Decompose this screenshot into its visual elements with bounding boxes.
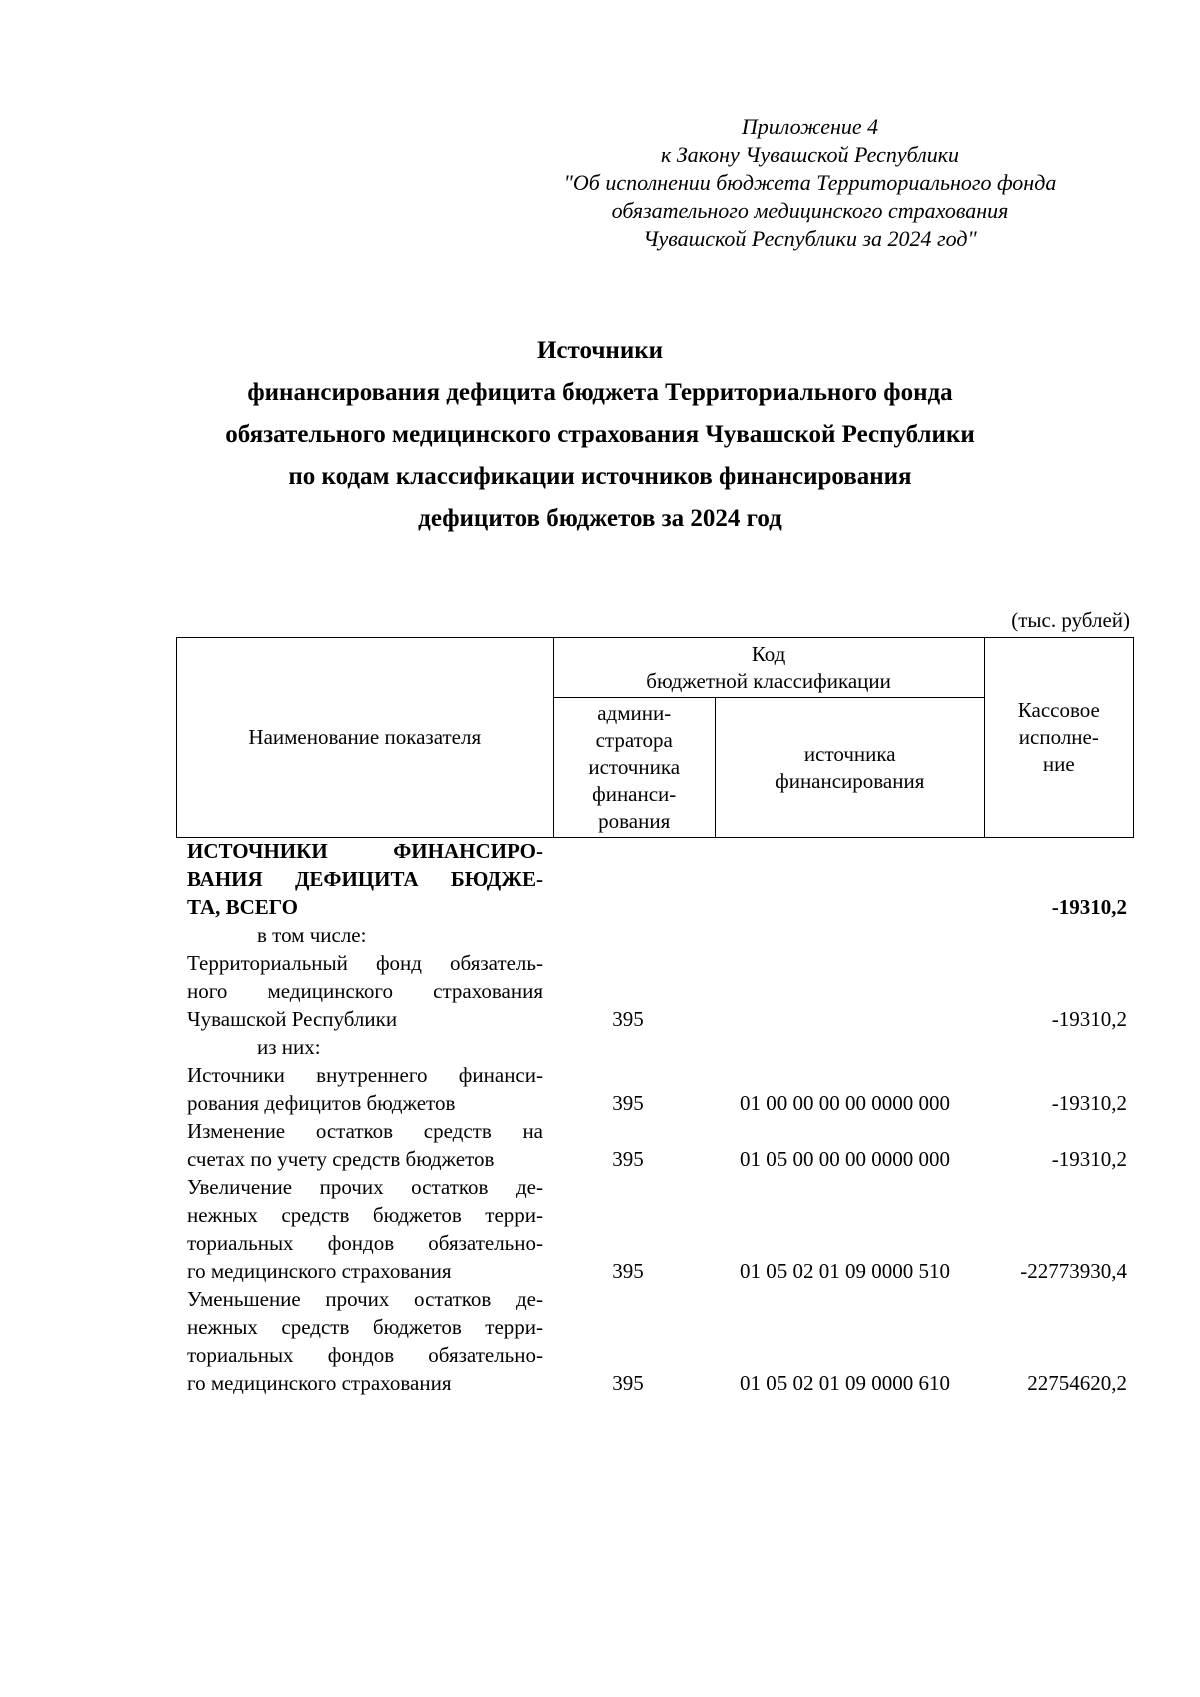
table-row [187,837,1127,921]
subheading-text: в том числе: [257,923,367,947]
row-name [187,1061,543,1117]
appendix-line: Чувашской Республики за 2024 год" [643,226,977,251]
row-source-code: 01 00 00 00 00 0000 000 [740,1091,950,1115]
row-name-line: ИСТОЧНИКИ ФИНАНСИРО- [187,839,543,863]
table-row [187,1117,1127,1173]
row-amount: 22754620,2 [1027,1371,1127,1395]
row-admin-code: 395 [612,1259,644,1283]
appendix-line: "Об исполнении бюджета Территориального фонда [563,170,1057,195]
appendix-line: к Закону Чувашской Республики [660,142,959,167]
row-name-line: го медицинского страхования [187,1259,452,1283]
header-code-group: Код бюджетной классификации [553,638,984,698]
row-name [187,1117,543,1173]
appendix-note [500,113,1120,253]
row-name-line: го медицинского страхования [187,1371,452,1395]
row-source-code: 01 05 02 01 09 0000 510 [740,1259,950,1283]
appendix-line: Приложение 4 [741,114,879,139]
row-source-code: 01 05 00 00 00 0000 000 [740,1147,950,1171]
title-line: финансирования дефицита бюджета Территориального фонда [247,379,953,406]
row-admin-code: 395 [612,1147,644,1171]
title-line: по кодам классификации источников финансирования [288,463,912,490]
header-name: Наименование показателя [177,638,554,838]
subheading-text: из них: [257,1035,321,1059]
row-admin-code: 395 [612,1091,644,1115]
table-row [187,1173,1127,1285]
title-line: Источники [536,337,664,364]
row-name-line: счетах по учету средств бюджетов [187,1147,495,1171]
row-name-line: ториальных фондов обязательно- [187,1231,543,1255]
title-line: обязательного медицинского страхования Чувашской Республики [225,421,975,448]
table-body [187,837,1127,1397]
units-label: (тыс. рублей) [1011,608,1130,632]
appendix-line: обязательного медицинского страхования [611,198,1009,223]
row-amount: -19310,2 [1051,1147,1127,1171]
row-name-line: нежных средств бюджетов терри- [187,1203,543,1227]
row-name-line: Увеличение прочих остатков де- [187,1175,543,1199]
row-amount: -19310,2 [1051,1007,1127,1031]
title-line: дефицитов бюджетов за 2024 год [418,505,782,532]
row-amount: -19310,2 [1051,895,1127,919]
row-name-line: ного медицинского страхования [187,979,543,1003]
row-name-line: Чувашской Республики [187,1007,398,1031]
row-name-line: Изменение остатков средств на [187,1119,543,1143]
document-title [120,330,1080,540]
row-name [187,1285,543,1397]
row-name [187,837,543,921]
row-admin-code: 395 [612,1371,644,1395]
header-source: источника финансирования [715,698,984,838]
row-name-line: Территориальный фонд обязатель- [187,951,543,975]
row-amount: -19310,2 [1051,1091,1127,1115]
table-row [187,949,1127,1033]
row-name-line: ТА, ВСЕГО [187,895,298,919]
row-name-line: Уменьшение прочих остатков де- [187,1287,543,1311]
header-admin: админи- стратора источника финанси- рования [553,698,715,838]
row-name-line: ториальных фондов обязательно- [187,1343,543,1367]
row-name-line: Источники внутреннего финанси- [187,1063,543,1087]
subheading-row [187,1033,1127,1061]
row-source-code: 01 05 02 01 09 0000 610 [740,1371,950,1395]
table-row [187,1285,1127,1397]
row-admin-code: 395 [612,1007,644,1031]
row-name [187,1173,543,1285]
row-name-line: нежных средств бюджетов терри- [187,1315,543,1339]
row-name-line: рования дефицитов бюджетов [187,1091,456,1115]
row-amount: -22773930,4 [1020,1259,1127,1283]
row-name [187,949,543,1033]
row-name-line: ВАНИЯ ДЕФИЦИТА БЮДЖЕ- [187,867,543,891]
table-row [187,1061,1127,1117]
subheading-row [187,921,1127,949]
header-amount: Кассовое исполне- ние [984,638,1133,838]
table-header [176,637,1134,838]
